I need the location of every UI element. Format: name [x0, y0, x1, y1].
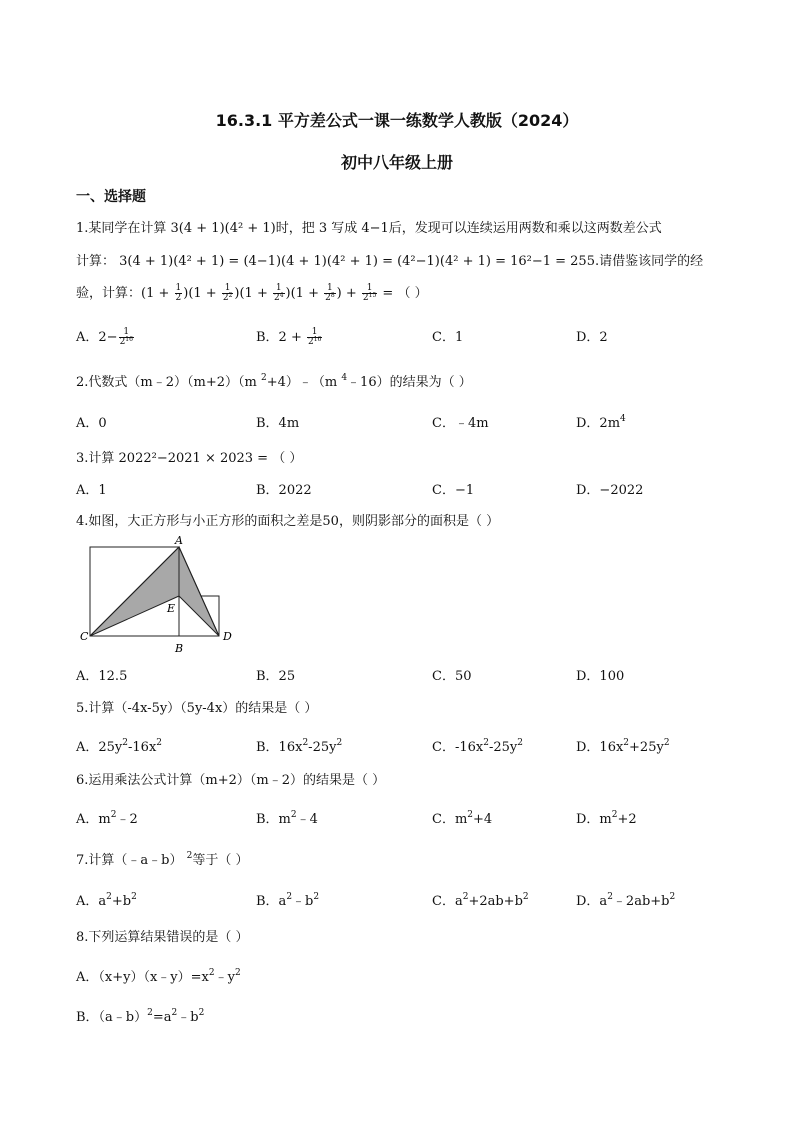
q6-option-d[interactable]: D．$m^2+2$: [576, 810, 637, 827]
q3-stem: 3.计算 2022²−2021 × 2023 = （ ）: [76, 451, 303, 466]
label-e: E: [167, 602, 176, 615]
label-b: B: [175, 642, 184, 655]
q3-option-a[interactable]: A．1: [76, 483, 107, 498]
q1-expression: (1 + $\frac{1}{2}$ )(1 + $\frac{1}{2^2}$ )(1 + $\frac{1}{2^4}$ )(1 + $\frac{1}{2^8}$ ) + $\frac{1}{2^{15}}$: [141, 283, 377, 303]
q4-option-d[interactable]: D．100: [576, 669, 625, 684]
q1-option-a[interactable]: A．2− $\frac{1}{2^{16}}$: [76, 327, 133, 347]
q7-option-b[interactable]: B．$a^2﹣b^2$: [256, 892, 320, 909]
q1-option-d[interactable]: D．2: [576, 330, 608, 345]
q2-option-c[interactable]: C．﹣4m: [432, 416, 489, 431]
q6-option-a[interactable]: A．$m^2﹣2$: [76, 810, 138, 827]
q6-option-b[interactable]: B．$m^2﹣4$: [256, 810, 318, 827]
q1-options: [76, 326, 716, 346]
q3-options: [76, 479, 716, 499]
q5-option-a[interactable]: A．$25y^2-16x^2$: [76, 738, 163, 755]
q4-option-b[interactable]: B．25: [256, 669, 296, 684]
page-subtitle: 初中八年级上册: [340, 153, 453, 172]
label-a: A: [175, 534, 183, 547]
q8-option-a[interactable]: A．$(x+y)(x﹣y)=x^2﹣y^2$: [76, 968, 241, 985]
page-title: 16.3.1 平方差公式一课一练数学人教版（2024）: [215, 111, 579, 130]
q7-stem: 7.计算（﹣a﹣b） $^2$等于（ ）: [76, 851, 249, 868]
q4-stem: 4.如图，大正方形与小正方形的面积之差是50，则阴影部分的面积是（ ）: [76, 514, 500, 529]
q5-option-b[interactable]: B．$16x^2-25y^2$: [256, 738, 343, 755]
section-heading: 一、选择题: [76, 189, 146, 205]
q6-option-c[interactable]: C．$m^2+4$: [432, 810, 493, 827]
q4-option-a[interactable]: A．12.5: [76, 669, 128, 684]
q2-option-d[interactable]: D．$2m^4$: [576, 414, 626, 431]
q4-options: [76, 665, 716, 685]
q1-stem-line1: 1.某同学在计算 3(4 + 1)(4² + 1)时，把 3 写成 4−1后，发现可以连续运用两数和乘以这两数差公式: [76, 221, 662, 236]
q7-option-c[interactable]: C．$a^2+2ab+b^2$: [432, 892, 529, 909]
q2-option-a[interactable]: A．0: [76, 416, 107, 431]
q1-line3-prefix: 验，计算：: [76, 286, 142, 301]
q6-stem: 6.运用乘法公式计算（m+2）（m﹣2）的结果是（ ）: [76, 773, 386, 788]
q8-stem: 8.下列运算结果错误的是（ ）: [76, 930, 249, 945]
q1-line3-suffix: = （ ）: [378, 286, 428, 301]
q5-option-c[interactable]: C．$-16x^2-25y^2$: [432, 738, 523, 755]
squares-figure: [80, 532, 260, 660]
q5-option-d[interactable]: D．$16x^2+25y^2$: [576, 738, 670, 755]
q6-options: [76, 808, 716, 828]
q5-options: [76, 736, 716, 756]
q3-option-b[interactable]: B．2022: [256, 483, 312, 498]
q2-options: [76, 412, 716, 432]
q1-option-c[interactable]: C．1: [432, 330, 464, 345]
q8-option-b[interactable]: B．$(a﹣b)^2=a^2﹣b^2$: [76, 1008, 205, 1025]
q7-option-a[interactable]: A．$a^2+b^2$: [76, 892, 137, 909]
q1-option-b[interactable]: B．2 + $\frac{1}{2^{16}}$: [256, 327, 322, 347]
q2-stem: 2.代数式（m﹣2）（m+2）（m $^2$+4）﹣（m $^4$﹣16）的结果为（ ）: [76, 373, 472, 390]
q7-option-d[interactable]: D．$a^2﹣2ab+b^2$: [576, 892, 676, 909]
q7-options: [76, 890, 716, 910]
q1-stem-line3: [76, 282, 428, 303]
label-c: C: [80, 630, 89, 643]
q3-option-d[interactable]: D．−2022: [576, 483, 644, 498]
q2-option-b[interactable]: B．4m: [256, 416, 300, 431]
q1-stem-line2: 计算： 3(4 + 1)(4² + 1) = (4−1)(4 + 1)(4² + 1) = (4²−1)(4² + 1) = 16²−1 = 255.请借鉴该同学的经: [76, 254, 704, 269]
q5-stem: 5.计算（-4x-5y）（5y-4x）的结果是（ ）: [76, 701, 318, 716]
label-d: D: [223, 630, 232, 643]
q3-option-c[interactable]: C．−1: [432, 483, 475, 498]
q4-option-c[interactable]: C．50: [432, 669, 472, 684]
